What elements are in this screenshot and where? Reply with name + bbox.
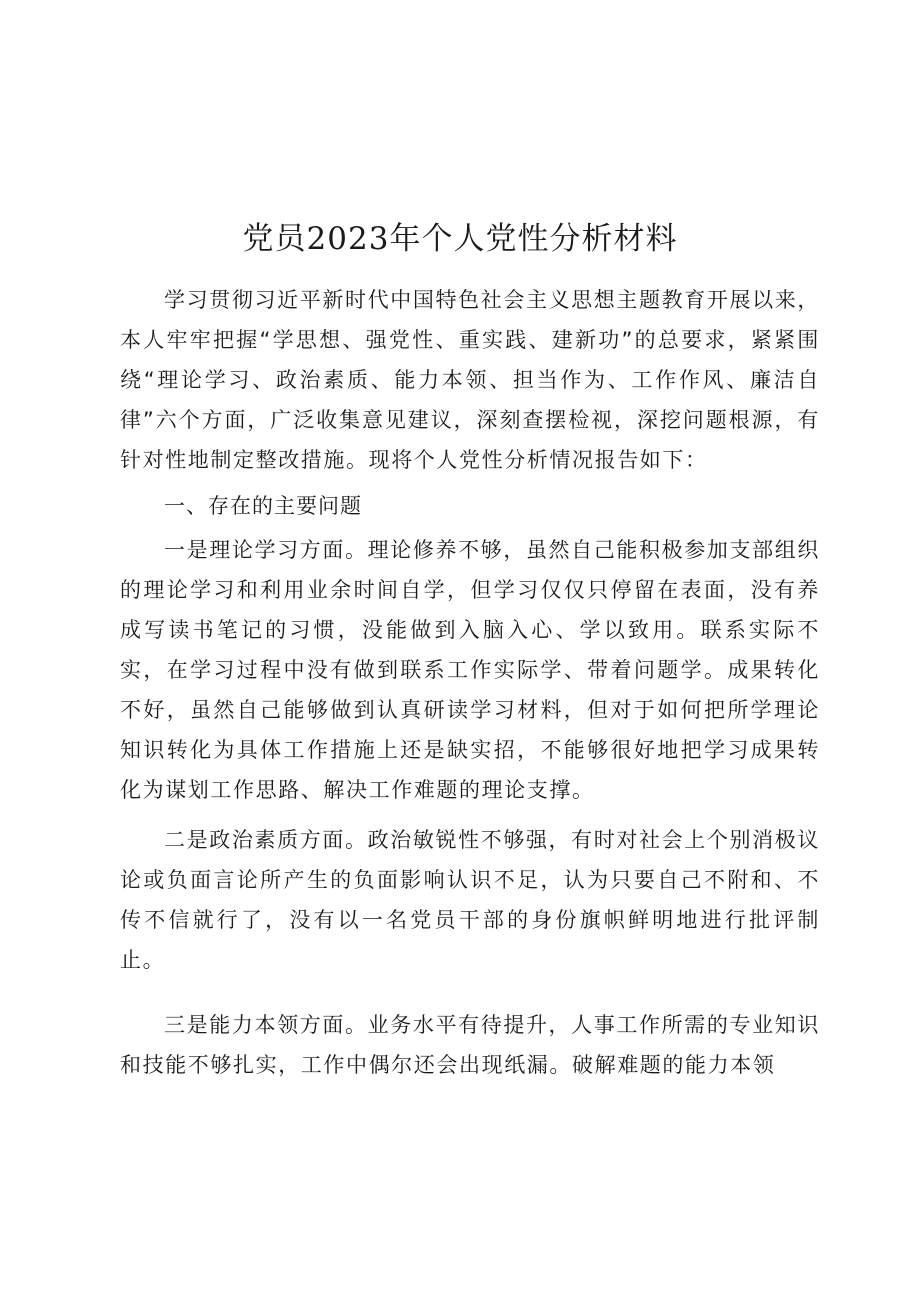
paragraph-theory-study: 一是理论学习方面。理论修养不够，虽然自己能积极参加支部组织的理论学习和利用业余时间自学，但学习仅仅只停留在表面，没有养成写读书笔记的习惯，没能做到入脑入心、学以致用。联系实际不实，在学习过程中没有做到联系工作实际学、带着问题学。成果转化不好，虽然自己能够做到认真研读学习材料，但对于如何把所学理论知识转化为具体工作措施上还是缺实招，不能够很好地把学习成果转化为谋划工作思路、解决工作难题的理论支撑。 [120, 538, 820, 802]
paragraph-capability: 三是能力本领方面。业务水平有待提升，人事工作所需的专业知识和技能不够扎实，工作中偶尔还会出现纸漏。破解难题的能力本领 [120, 1013, 820, 1077]
document-title: 党员2023年个人党性分析材料 [242, 221, 678, 257]
section-heading: 一、存在的主要问题 [164, 494, 362, 518]
paragraph-political-quality: 二是政治素质方面。政治敏锐性不够强，有时对社会上个别消极议论或负面言论所产生的负面影响认识不足，认为只要自己不附和、不传不信就行了，没有以一名党员干部的身份旗帜鲜明地进行批评制止。 [120, 828, 820, 972]
intro-paragraph: 学习贯彻习近平新时代中国特色社会主义思想主题教育开展以来，本人牢牢把握“学思想、强党性、重实践、建新功”的总要求，紧紧围绕“理论学习、政治素质、能力本领、担当作为、工作作风、廉洁自律”六个方面，广泛收集意见建议，深刻查摆检视，深挖问题根源，有针对性地制定整改措施。现将个人党性分析情况报告如下： [120, 288, 820, 472]
